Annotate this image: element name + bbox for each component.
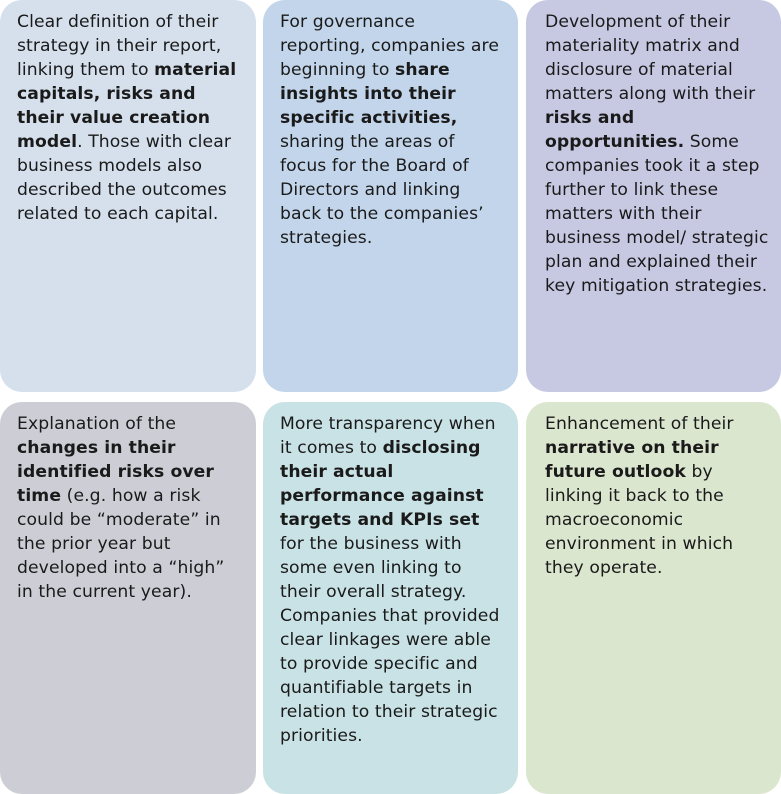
card-text xyxy=(17,412,244,604)
card-text-segment: . Those with clear business models also described the outcomes related to each capital. xyxy=(17,132,232,224)
card-text-segment: Development of their materiality matrix and disclosure of material matters along with their xyxy=(545,12,756,104)
card-text xyxy=(17,10,244,226)
card-materiality-matrix xyxy=(526,0,781,392)
card-text-highlight: disclosing their actual performance against targets and KPIs set xyxy=(280,438,484,530)
card-text xyxy=(545,10,769,298)
card-text-highlight: material capitals, risks and their value creation model xyxy=(17,60,237,152)
card-text-segment: More transparency when it comes to xyxy=(280,414,496,458)
card-text-segment: for the business with some even linking to their overall strategy. Companies that provided clear linkages were able to provide specific and quantifiable targets in relation to their strategic priorities. xyxy=(280,534,500,746)
card-text-segment: For governance reporting, companies are beginning to xyxy=(280,12,500,80)
card-text-segment: (e.g. how a risk could be “moderate” in the prior year but developed into a “high” in the current year). xyxy=(17,486,225,602)
card-text-highlight: narrative on their future outlook xyxy=(545,438,719,482)
card-text-segment: by linking it back to the macroeconomic environment in which they operate. xyxy=(545,462,734,578)
card-text-segment: Clear definition of their strategy in their report, linking them to xyxy=(17,12,222,80)
card-strategy-definition xyxy=(0,0,256,392)
card-text-segment: Explanation of the xyxy=(17,414,177,434)
card-future-outlook xyxy=(526,402,781,794)
card-text-highlight: share insights into their specific activities, xyxy=(280,60,458,128)
card-performance-transparency xyxy=(263,402,518,794)
card-governance-reporting xyxy=(263,0,518,392)
card-text-segment: Enhancement of their xyxy=(545,414,734,434)
card-text-segment: sharing the areas of focus for the Board of Directors and linking back to the companies’ strategies. xyxy=(280,132,484,248)
card-text xyxy=(280,412,506,748)
card-text xyxy=(545,412,769,580)
card-text-highlight: changes in their identified risks over time xyxy=(17,438,214,506)
card-text xyxy=(280,10,506,250)
card-risk-changes xyxy=(0,402,256,794)
card-text-segment: Some companies took it a step further to link these matters with their business model/ strategic plan and explained their key mitigation strategies. xyxy=(545,132,769,296)
card-text-highlight: risks and opportunities. xyxy=(545,108,685,152)
